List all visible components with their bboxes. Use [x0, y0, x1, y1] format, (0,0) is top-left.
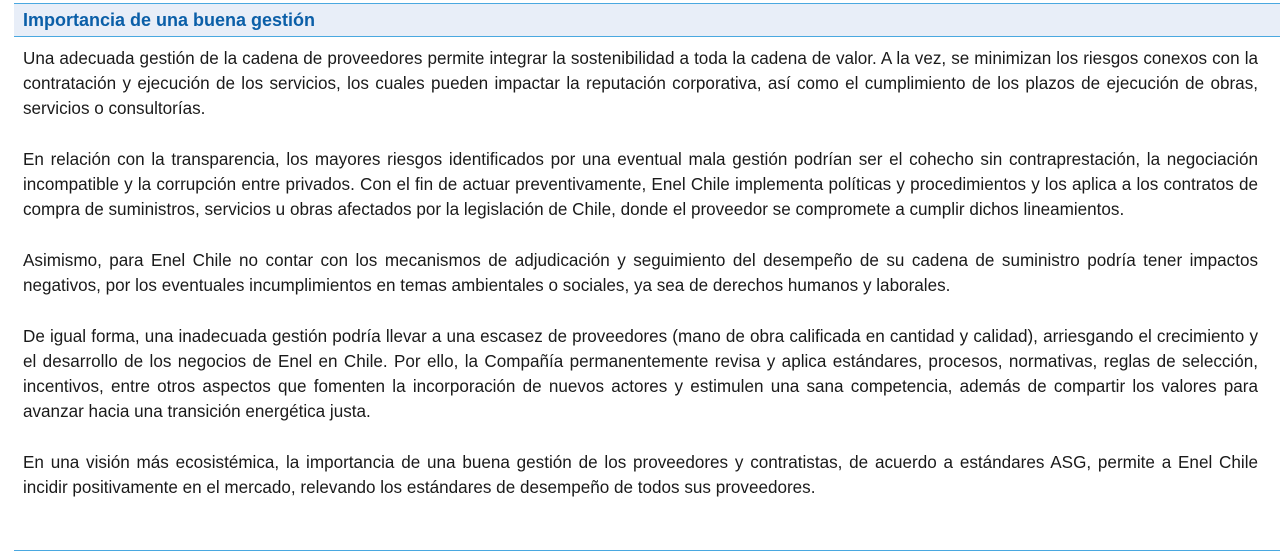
paragraph-2: En relación con la transparencia, los mayores riesgos identificados por una eventual mala gestión podrían ser el cohecho sin contraprestación, la negociación incompatible y la corrupción entre privados. Con el fin de actuar preventivamente, Enel Chile implementa políticas y procedimientos y los aplica a los contratos de compra de suministros, servicios u obras afectados por la legislación de Chile, donde el proveedor se compromete a cumplir dichos lineamientos.: [23, 150, 1258, 219]
paragraph-3: Asimismo, para Enel Chile no contar con los mecanismos de adjudicación y seguimiento del desempeño de su cadena de suministro podría tener impactos negativos, por los eventuales incumplimientos en temas ambientales o sociales, ya sea de derechos humanos y laborales.: [23, 251, 1258, 295]
section-title: Importancia de una buena gestión: [23, 9, 316, 30]
section-header: [14, 3, 1280, 37]
bottom-divider: [14, 550, 1280, 551]
paragraph-4: De igual forma, una inadecuada gestión podría llevar a una escasez de proveedores (mano de obra calificada en cantidad y calidad), arriesgando el crecimiento y el desarrollo de los negocios de Enel en Chile. Por ello, la Compañía permanentemente revisa y aplica estándares, procesos, normativas, reglas de selección, incentivos, entre otros aspectos que fomenten la incorporación de nuevos actores y estimulen una sana competencia, además de compartir los valores para avanzar hacia una transición energética justa.: [23, 327, 1258, 421]
content-section: [14, 3, 1280, 551]
paragraph-1: Una adecuada gestión de la cadena de proveedores permite integrar la sostenibilidad a toda la cadena de valor. A la vez, se minimizan los riesgos conexos con la contratación y ejecución de los servicios, los cuales pueden impactar la reputación corporativa, así como el cumplimiento de los plazos de ejecución de obras, servicios o consultorías.: [23, 49, 1258, 118]
paragraph-5: En una visión más ecosistémica, la importancia de una buena gestión de los proveedores y contratistas, de acuerdo a estándares ASG, permite a Enel Chile incidir positivamente en el mercado, relevando los estándares de desempeño de todos sus proveedores.: [23, 453, 1258, 497]
section-body: [14, 37, 1280, 500]
